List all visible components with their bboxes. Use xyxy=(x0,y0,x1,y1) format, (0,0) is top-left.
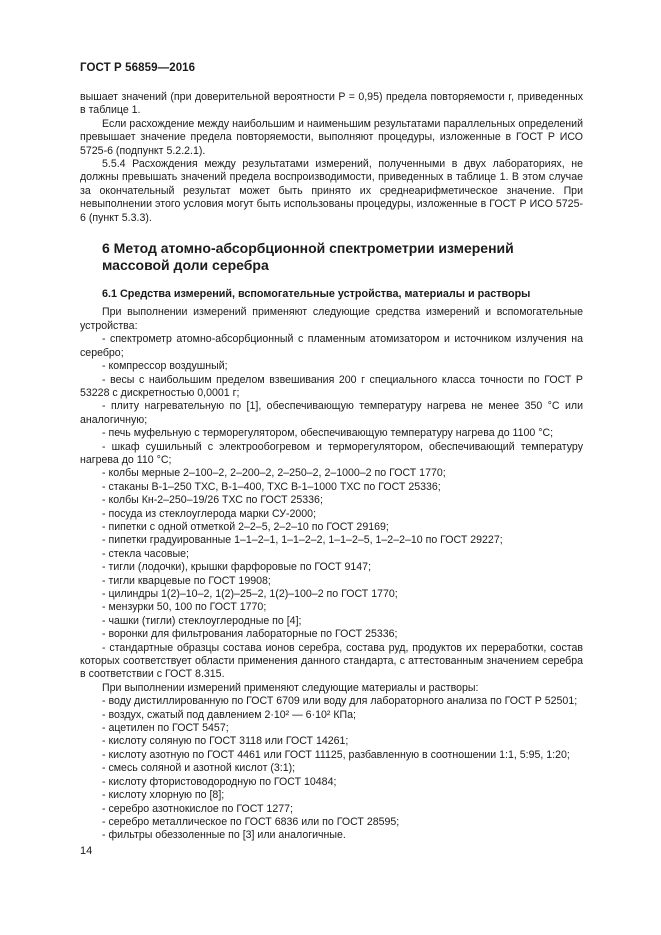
paragraph-continuation: вышает значений (при доверительной вероятности P = 0,95) предела повторяемости r, приведенных в таблице 1. xyxy=(80,91,583,117)
list-item: - кислоту азотную по ГОСТ 4461 или ГОСТ 11125, разбавленную в соотношении 1:1, 5:95, 1:20; xyxy=(102,748,570,761)
document-header-code: ГОСТ Р 56859—2016 xyxy=(80,62,196,74)
list-item: - стаканы В-1–250 ТХС, В-1–400, ТХС В-1–1000 ТХС по ГОСТ 25336; xyxy=(102,480,441,493)
materials-list xyxy=(80,695,583,842)
list-item: - кислоту хлорную по [8]; xyxy=(102,789,225,802)
list-item: - цилиндры 1(2)–10–2, 1(2)–25–2, 1(2)–100–2 по ГОСТ 1770; xyxy=(102,588,398,600)
materials-lead-paragraph: При выполнении измерений применяют следующие материалы и растворы: xyxy=(102,681,479,694)
subsection-6-1-title: 6.1 Средства измерений, вспомогательные устройства, материалы и растворы xyxy=(102,288,531,301)
section-6-title: 6 Метод атомно-абсорбционной спектрометрии измерений массовой доли серебра xyxy=(102,240,514,274)
list-item: - пипетки градуированные 1–1–2–1, 1–1–2–2, 1–1–2–5, 1–2–2–10 по ГОСТ 29227; xyxy=(102,534,503,547)
equipment-lead-paragraph: При выполнении измерений применяют следующие средства измерений и вспомогательные устройства: xyxy=(80,306,583,332)
list-item: - воздух, сжатый под давлением 2·10² — 6·10² КПа; xyxy=(102,708,356,721)
list-item: - тигли (лодочки), крышки фарфоровые по ГОСТ 9147; xyxy=(102,561,372,574)
list-item: - воду дистиллированную по ГОСТ 6709 или воду для лабораторного анализа по ГОСТ Р 52501; xyxy=(102,695,578,708)
list-item: - колбы мерные 2–100–2, 2–200–2, 2–250–2, 2–1000–2 по ГОСТ 1770; xyxy=(102,467,446,480)
list-item: - фильтры обеззоленные по [3] или аналогичные. xyxy=(102,829,346,842)
list-item: - стандартные образцы состава ионов серебра, состава руд, продуктов их переработки, состав которых соответствует области применения данного стандарта, с аттестованным значением серебра в соответствии с ГОСТ 8.315. xyxy=(80,641,583,681)
list-item: - ацетилен по ГОСТ 5457; xyxy=(102,722,229,735)
list-item: - серебро металлическое по ГОСТ 6836 или по ГОСТ 28595; xyxy=(102,815,400,828)
list-item: - серебро азотнокислое по ГОСТ 1277; xyxy=(102,802,293,815)
list-item: - тигли кварцевые по ГОСТ 19908; xyxy=(102,574,271,587)
list-item: - весы с наибольшим пределом взвешивания 200 г специального класса точности по ГОСТ Р 53228 с дискретностью 0,0001 г; xyxy=(80,373,583,399)
paragraph-5-5-4: 5.5.4 Расхождения между результатами измерений, полученными в двух лабораториях, не должны превышать значений предела воспроизводимости, приведенных в таблице 1. В этом случае за окончательный результат может быть принято их среднеарифметическое значение. При невыполнении этого условия могут быть использованы процедуры, изложенные в ГОСТ Р ИСО 5725-6 (пункт 5.3.3). xyxy=(80,158,583,224)
list-item: - стекла часовые; xyxy=(102,547,189,560)
list-item: - печь муфельную с терморегулятором, обеспечивающую температуру нагрева до 1100 °С; xyxy=(102,427,554,440)
list-item: - кислоту соляную по ГОСТ 3118 или ГОСТ 14261; xyxy=(102,735,349,748)
equipment-list xyxy=(80,333,583,682)
list-item: - воронки для фильтрования лабораторные по ГОСТ 25336; xyxy=(102,628,398,641)
list-item: - мензурки 50, 100 по ГОСТ 1770; xyxy=(102,601,267,614)
list-item: - смесь соляной и азотной кислот (3:1); xyxy=(102,762,296,775)
list-item: - кислоту фтористоводородную по ГОСТ 10484; xyxy=(102,775,337,788)
page-number: 14 xyxy=(80,845,93,857)
list-item: - чашки (тигли) стеклоуглеродные по [4]; xyxy=(102,614,302,627)
list-item: - шкаф сушильный с электрообогревом и терморегулятором, обеспечивающий температуру нагрева до 110 °С; xyxy=(80,440,583,466)
list-item: - пипетки с одной отметкой 2–2–5, 2–2–10 по ГОСТ 29169; xyxy=(102,520,389,533)
paragraph-repeatability: Если расхождение между наибольшим и наименьшим результатами параллельных определений превышает значение предела повторяемости, выполняют процедуры, изложенные в ГОСТ Р ИСО 5725-6 (подпункт 5.2.2.1). xyxy=(80,117,583,157)
list-item: - спектрометр атомно-абсорбционный с пламенным атомизатором и источником излучения на серебро; xyxy=(80,333,583,359)
page-content xyxy=(80,91,583,843)
list-item: - компрессор воздушный; xyxy=(102,360,228,373)
list-item: - плиту нагревательную по [1], обеспечивающую температуру нагрева не менее 350 °С или аналогичную; xyxy=(80,400,583,426)
list-item: - колбы Кн-2–250–19/26 ТХС по ГОСТ 25336; xyxy=(102,494,323,507)
list-item: - посуда из стеклоуглерода марки СУ-2000; xyxy=(102,507,317,520)
